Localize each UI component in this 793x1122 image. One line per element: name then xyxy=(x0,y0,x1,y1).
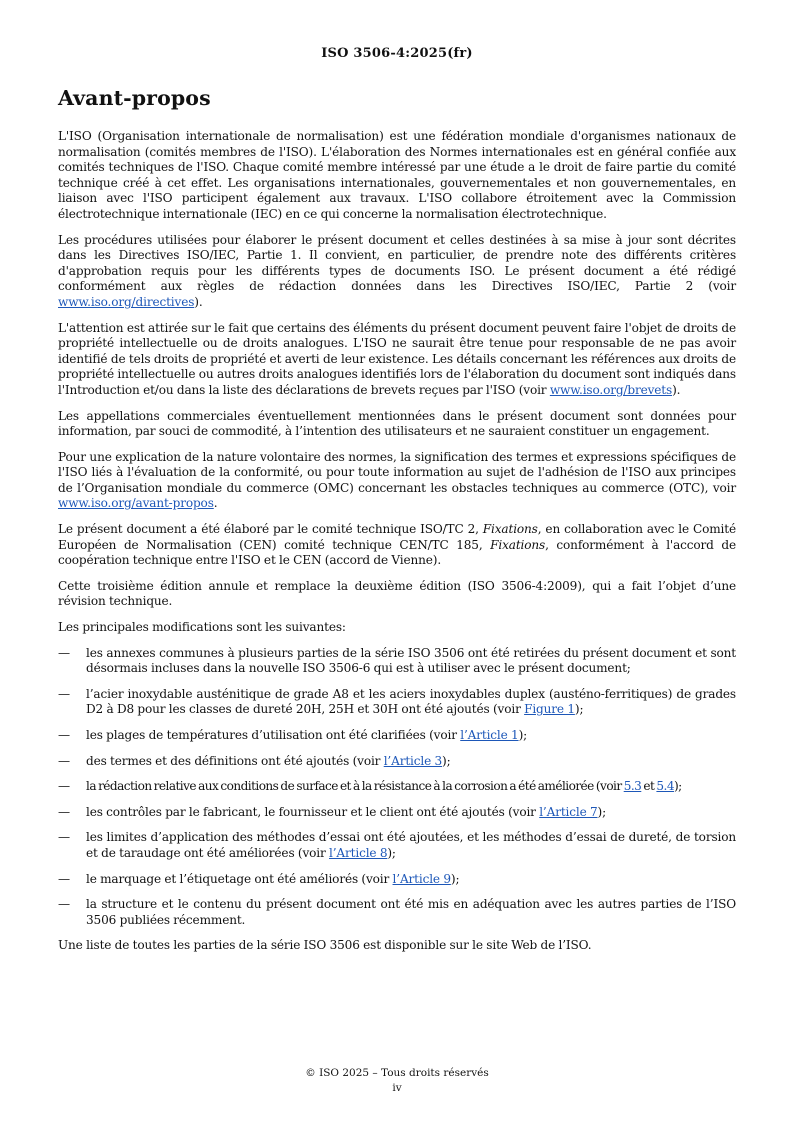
page-footer xyxy=(58,1066,736,1096)
link-iso-directives[interactable]: www.iso.org/directives xyxy=(58,294,195,309)
link-article-3[interactable]: l’Article 3 xyxy=(383,753,443,768)
paragraph-procedures: Les procédures utilisées pour élaborer le présent document et celles destinées à sa mise à jour sont décrites dans les Directives ISO/IEC, Partie 1. Il convient, en particulier, de prendre note des différents critères d'approbation requis pour les différents types de documents ISO. Le présent document a été rédigé conformément aux règles de rédaction données dans les Directives ISO/IEC, Partie 2 (voir www.iso.org/directives). xyxy=(58,232,736,309)
paragraph-series-list: Une liste de toutes les parties de la série ISO 3506 est disponible sur le site Web de l’ISO. xyxy=(58,938,592,953)
paragraph-trade-names: Les appellations commerciales éventuellement mentionnées dans le présent document sont données pour information, par souci de commodité, à l’intention des utilisateurs et ne sauraient constituer un engagement. xyxy=(58,408,736,439)
link-article-7[interactable]: l’Article 7 xyxy=(539,804,598,819)
list-item: — les limites d’application des méthodes d’essai ont été ajoutées, et les méthodes d’essai de dureté, de torsion et de taraudage ont été améliorées (voir l’Article 8); xyxy=(58,830,736,860)
paragraph-edition: Cette troisième édition annule et remplace la deuxième édition (ISO 3506-4:2009), qui a fait l’objet d’une révision technique. xyxy=(58,578,736,609)
paragraph-iso-intro: L'ISO (Organisation internationale de normalisation) est une fédération mondiale d'organismes nationaux de normalisation (comités membres de l'ISO). L'élaboration des Normes internationales est en général confiée aux comités techniques de l'ISO. Chaque comité membre intéressé par une étude a le droit de faire partie du comité technique créé à cet effet. Les organisations internationales, gouvernementales et non gouvernementales, en liaison avec l'ISO participent également aux travaux. L'ISO collabore étroitement avec la Commission électrotechnique internationale (IEC) en ce qui concerne la normalisation électrotechnique. xyxy=(58,129,736,221)
paragraph-patents: L'attention est attirée sur le fait que certains des éléments du présent document peuvent faire l'objet de droits de propriété intellectuelle ou de droits analogues. L'ISO ne saurait être tenue pour responsable de ne pas avoir identifié de tels droits de propriété et averti de leur existence. Les détails concernant les références aux droits de propriété intellectuelle ou autres droits analogues identifiés lors de l'élaboration du document sont indiqués dans l'Introduction et/ou dans la liste des déclarations de brevets reçues par l'ISO (voir www.iso.org/brevets). xyxy=(58,320,736,397)
link-section-5-3[interactable]: 5.3 xyxy=(623,779,642,794)
link-iso-patents[interactable]: www.iso.org/brevets xyxy=(549,382,673,397)
list-item: — la structure et le contenu du présent document ont été mis en adéquation avec les autres parties de l’ISO 3506 publiées récemment. xyxy=(58,897,736,927)
link-article-8[interactable]: l’Article 8 xyxy=(329,845,388,860)
page-title: Avant-propos xyxy=(58,86,211,110)
link-figure-1[interactable]: Figure 1 xyxy=(524,702,575,717)
link-section-5-4[interactable]: 5.4 xyxy=(656,779,674,794)
changes-list xyxy=(58,646,736,929)
list-item: — l’acier inoxydable austénitique de grade A8 et les aciers inoxydables duplex (austéno-ferritiques) de grades D2 à D8 pour les classes de dureté 20H, 25H et 30H ont été ajoutés (voir Figure 1); xyxy=(58,686,736,717)
page-number: iv xyxy=(392,1082,402,1094)
list-item: — les annexes communes à plusieurs parties de la série ISO 3506 ont été retirées du présent document et sont désormais incluses dans la nouvelle ISO 3506-6 qui est à utiliser avec le présent document; xyxy=(58,645,736,676)
list-item: — le marquage et l’étiquetage ont été améliorés (voir l’Article 9); xyxy=(58,871,460,886)
list-item: — les contrôles par le fabricant, le fournisseur et le client ont été ajoutés (voir l’Article 7); xyxy=(58,804,607,819)
list-item: — les plages de températures d’utilisation ont été clarifiées (voir l’Article 1); xyxy=(58,728,528,742)
copyright-notice: © ISO 2025 – Tous droits réservés xyxy=(305,1067,489,1079)
paragraph-changes-intro: Les principales modifications sont les suivantes: xyxy=(58,620,346,635)
list-item: — la rédaction relative aux conditions de surface et à la résistance à la corrosion a été améliorée (voir 5.3 et 5.4); xyxy=(58,779,682,794)
link-article-9[interactable]: l’Article 9 xyxy=(392,871,451,886)
foreword-body xyxy=(58,129,736,964)
link-article-1[interactable]: l’Article 1 xyxy=(460,728,519,742)
link-iso-foreword[interactable]: www.iso.org/avant-propos xyxy=(58,496,214,511)
paragraph-committee: Le présent document a été élaboré par le comité technique ISO/TC 2, Fixations, en collaboration avec le Comité Européen de Normalisation (CEN) comité technique CEN/TC 185, Fixations, conformément à l'accord de coopération technique entre l'ISO et le CEN (accord de Vienne). xyxy=(58,522,736,568)
paragraph-voluntary-nature: Pour une explication de la nature volontaire des normes, la signification des termes et expressions spécifiques de l'ISO liés à l'évaluation de la conformité, ou pour toute information au sujet de l'adhésion de l'ISO aux principes de l’Organisation mondiale du commerce (OMC) concernant les obstacles techniques au commerce (OTC), voir www.iso.org/avant-propos. xyxy=(58,449,736,511)
document-id-header: ISO 3506-4:2025(fr) xyxy=(321,46,473,61)
list-item: — des termes et des définitions ont été ajoutés (voir l’Article 3); xyxy=(58,753,451,768)
